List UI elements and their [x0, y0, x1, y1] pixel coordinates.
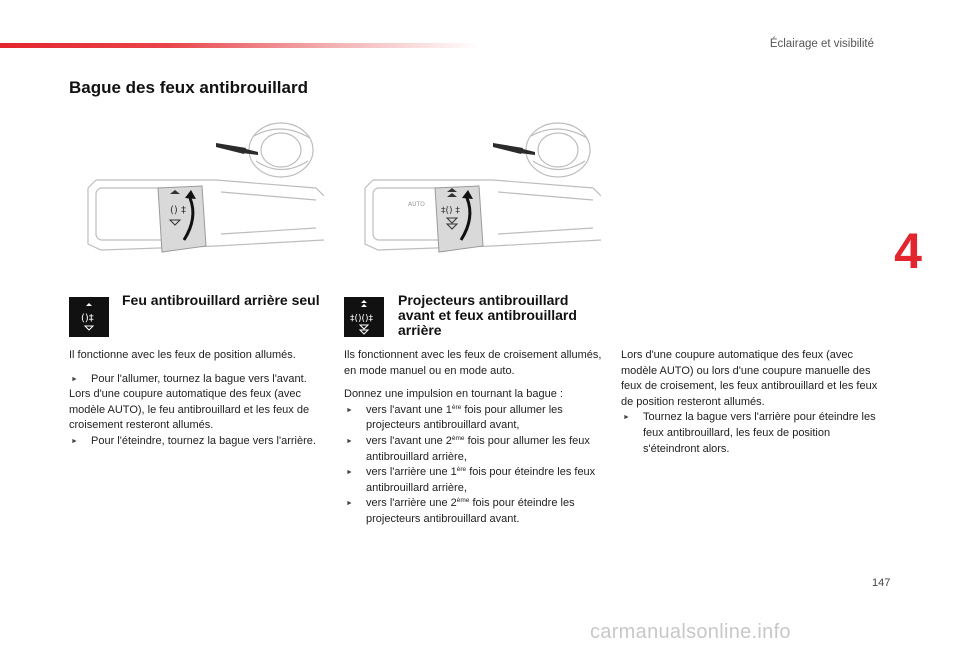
- rear-fog-lamp-icon: [69, 297, 109, 337]
- column-rear-fog: [69, 348, 329, 450]
- svg-text:‡()()‡: ‡()()‡: [350, 314, 374, 324]
- bullet-item: ► vers l'arrière une 2ème fois pour éteindre les projecteurs antibrouillard avant.: [344, 496, 606, 527]
- header-section-title: Éclairage et visibilité: [769, 38, 874, 50]
- illustration-front-rear-fog-stalk: [343, 116, 601, 254]
- chapter-number: 4: [894, 223, 922, 279]
- svg-text:‡() ‡: ‡() ‡: [441, 206, 460, 216]
- section-heading-front-rear-fog: Projecteurs antibrouillard avant et feux antibrouillard arrière: [398, 292, 577, 338]
- lighting-stalk-illustration: [343, 116, 601, 254]
- front-and-rear-fog-lamp-icon: [344, 297, 384, 337]
- illustration-rear-fog-stalk: [66, 116, 324, 254]
- bullet-item: ► vers l'avant une 2ème fois pour allumer les feux antibrouillard arrière,: [344, 434, 606, 465]
- column-front-rear-fog: [344, 348, 606, 528]
- paragraph: Lors d'une coupure automatique des feux (avec modèle AUTO) ou lors d'une coupure manuelle des feux de croisement, les feux antibrouillard et les feux de position resteront allumés.: [621, 349, 878, 408]
- paragraph: Donnez une impulsion en tournant la bague :: [344, 388, 563, 401]
- page-number: 147: [872, 577, 891, 589]
- page-title: Bague des feux antibrouillard: [69, 78, 308, 97]
- paragraph: Il fonctionne avec les feux de position allumés.: [69, 349, 296, 361]
- bullet-item: ► vers l'arrière une 1ère fois pour éteindre les feux antibrouillard arrière,: [344, 465, 606, 496]
- bullet-item: ► Tournez la bague vers l'arrière pour éteindre les feux antibrouillard, les feux de position s'éteindront alors.: [621, 410, 883, 457]
- svg-text:() ‡: () ‡: [170, 205, 186, 216]
- bullet-item: ► Pour l'allumer, tournez la bague vers l'avant.: [69, 372, 329, 388]
- paragraph: Lors d'une coupure automatique des feux (avec modèle AUTO), le feu antibrouillard et les feux de croisement resteront allumés.: [69, 388, 310, 432]
- paragraph: Ils fonctionnent avec les feux de croisement allumés, en mode manuel ou en mode auto.: [344, 349, 602, 377]
- lighting-stalk-illustration: [66, 116, 324, 254]
- bullet-item: ► Pour l'éteindre, tournez la bague vers l'arrière.: [69, 434, 329, 450]
- svg-text:()‡: ()‡: [81, 313, 94, 324]
- bullet-item: ► vers l'avant une 1ère fois pour allumer les projecteurs antibrouillard avant,: [344, 403, 606, 434]
- column-auto-cutoff: [621, 348, 883, 457]
- section-heading-rear-fog: Feu antibrouillard arrière seul: [122, 292, 320, 308]
- header-accent-bar: [0, 43, 480, 48]
- stalk-label: AUTO: [408, 201, 425, 208]
- watermark: carmanualsonline.info: [590, 621, 791, 643]
